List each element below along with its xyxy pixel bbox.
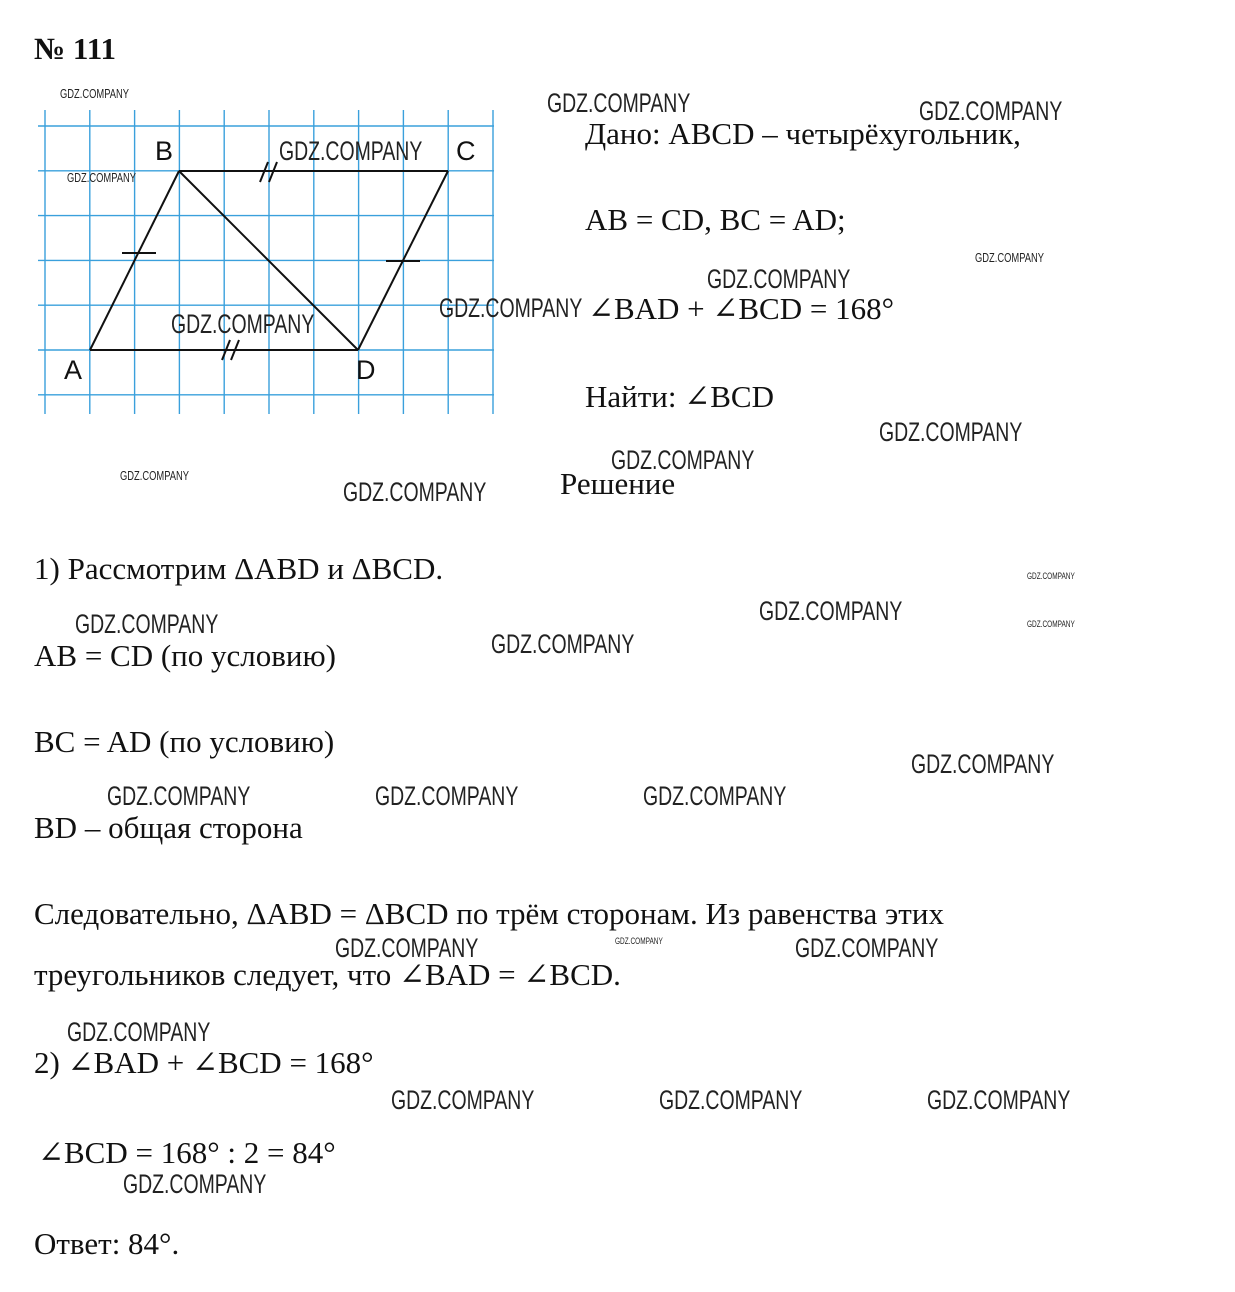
watermark: GDZ.COMPANY <box>123 1169 267 1199</box>
watermark: GDZ.COMPANY <box>919 96 1063 126</box>
given-line-3: ∠BAD + ∠BCD = 168° <box>588 291 895 326</box>
step-4: BD – общая сторона <box>34 810 303 845</box>
watermark: GDZ.COMPANY <box>927 1085 1071 1115</box>
watermark: GDZ.COMPANY <box>1027 571 1075 581</box>
vertex-label-d: D <box>356 355 376 385</box>
watermark: GDZ.COMPANY <box>659 1085 803 1115</box>
parallelogram-figure <box>36 108 496 418</box>
answer: Ответ: 84°. <box>34 1226 180 1261</box>
watermark: GDZ.COMPANY <box>375 781 519 811</box>
watermark: GDZ.COMPANY <box>343 477 487 507</box>
watermark: GDZ.COMPANY <box>279 136 423 166</box>
watermark: GDZ.COMPANY <box>60 86 129 101</box>
watermark: GDZ.COMPANY <box>615 936 663 946</box>
watermark: GDZ.COMPANY <box>879 417 1023 447</box>
watermark: GDZ.COMPANY <box>67 170 136 185</box>
step-1: 1) Рассмотрим ΔABD и ΔBCD. <box>34 551 444 586</box>
watermark: GDZ.COMPANY <box>975 250 1044 265</box>
watermark: GDZ.COMPANY <box>107 781 251 811</box>
watermark: GDZ.COMPANY <box>120 468 189 483</box>
vertex-label-a: A <box>64 355 83 385</box>
watermark: GDZ.COMPANY <box>391 1085 535 1115</box>
vertex-label-b: B <box>155 136 174 166</box>
step-5: Следовательно, ΔABD = ΔBCD по трём сторонам. Из равенства этих <box>34 896 944 931</box>
watermark: GDZ.COMPANY <box>75 609 219 639</box>
step-7: 2) ∠BAD + ∠BCD = 168° <box>34 1045 374 1080</box>
problem-number: № 111 <box>34 31 116 66</box>
given-line-1: Дано: ABCD – четырёхугольник, <box>585 116 1021 151</box>
step-2: AB = CD (по условию) <box>34 638 336 673</box>
find-line: Найти: ∠BCD <box>585 379 774 414</box>
solution-title: Решение <box>560 466 676 501</box>
watermark: GDZ.COMPANY <box>491 629 635 659</box>
watermark: GDZ.COMPANY <box>1027 619 1075 629</box>
step-8: ∠BCD = 168° : 2 = 84° <box>38 1135 336 1170</box>
given-line-2: AB = CD, BC = AD; <box>585 202 846 237</box>
watermark: GDZ.COMPANY <box>439 293 583 323</box>
watermark: GDZ.COMPANY <box>335 933 479 963</box>
watermark: GDZ.COMPANY <box>759 596 903 626</box>
watermark: GDZ.COMPANY <box>911 749 1055 779</box>
watermark: GDZ.COMPANY <box>611 445 755 475</box>
watermark: GDZ.COMPANY <box>795 933 939 963</box>
step-3: BC = AD (по условию) <box>34 724 335 759</box>
grid-lines <box>38 110 494 414</box>
watermark: GDZ.COMPANY <box>707 264 851 294</box>
watermark: GDZ.COMPANY <box>547 88 691 118</box>
step-6: треугольников следует, что ∠BAD = ∠BCD. <box>34 957 621 992</box>
watermark: GDZ.COMPANY <box>67 1017 211 1047</box>
watermark: GDZ.COMPANY <box>171 309 315 339</box>
watermark: GDZ.COMPANY <box>643 781 787 811</box>
vertex-label-c: C <box>456 136 476 166</box>
